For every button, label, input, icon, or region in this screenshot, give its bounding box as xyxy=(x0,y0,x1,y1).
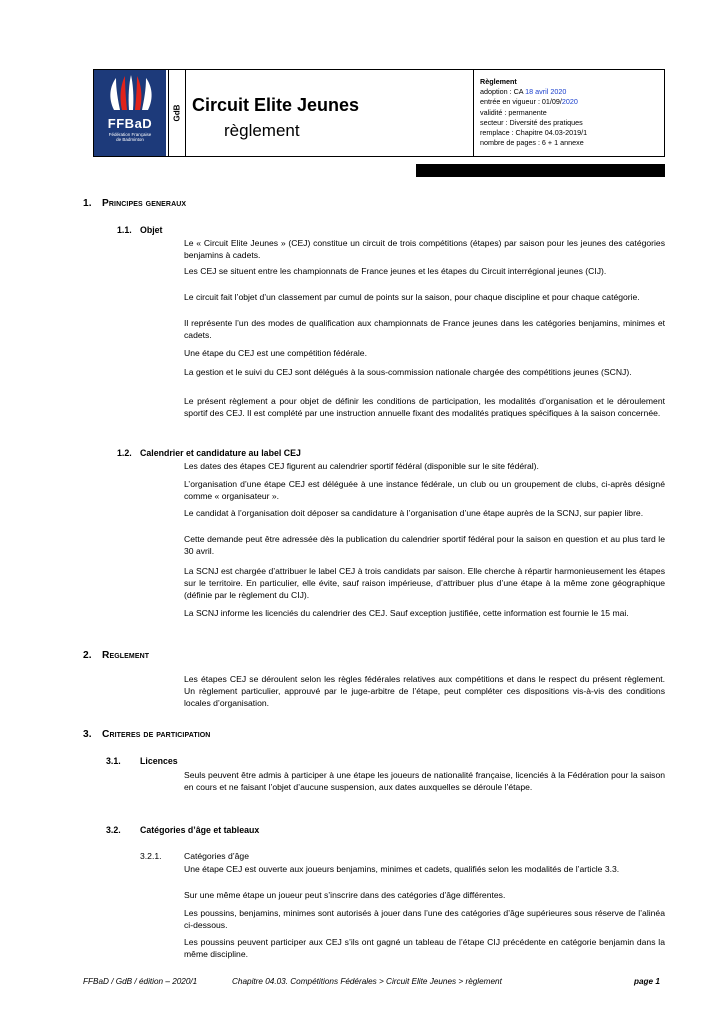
paragraph: Seuls peuvent être admis à participer à une étape les joueurs de nationalité française, licenciés à la Fédération pour la saison en cours et ne faisant l’objet d’aucune suspension, aux dates auxquelles se déroule l’étape. xyxy=(184,770,665,792)
section-2-number: 2. xyxy=(83,650,92,661)
section-3-2-1-title: Catégories d’âge xyxy=(184,851,249,861)
logo-text: FFBaD xyxy=(107,116,153,131)
document-subtitle: règlement xyxy=(224,121,300,140)
section-3-1-number: 3.1. xyxy=(106,756,121,766)
section-1-2-title: Calendrier et candidature au label CEJ xyxy=(140,448,301,458)
section-3-number: 3. xyxy=(83,729,92,740)
page-number: page 1 xyxy=(634,977,660,986)
shuttlecock-feathers-icon xyxy=(94,70,166,156)
paragraph: Les étapes CEJ se déroulent selon les règles fédérales relatives aux compétitions et dans le respect du présent règlement. Un règlement particulier, approuvé par le juge-arbitre de l’étape, peut compléter ces dispositions vis-à-vis des conditions locales d’organisation. xyxy=(184,674,665,708)
paragraph: Les poussins, benjamins, minimes sont autorisés à jouer dans l’une des catégories d’âge supérieures sous réserve de l’alinéa ci-dessous. xyxy=(184,908,665,930)
section-1-number: 1. xyxy=(83,198,92,209)
meta-replaces: remplace : Chapitre 04.03-2019/1 xyxy=(480,128,588,138)
footer-center: Chapitre 04.03. Compétitions Fédérales > Circuit Elite Jeunes > règlement xyxy=(232,977,502,986)
meta-validity: validité : permanente xyxy=(480,107,547,117)
paragraph: Les poussins peuvent participer aux CEJ s’ils ont gagné un tableau de l’étape CIJ précédente en catégorie benjamin dans la même discipline. xyxy=(184,937,665,959)
gdb-label-box xyxy=(168,70,186,156)
paragraph: La SCNJ informe les licenciés du calendrier des CEJ. Sauf exception justifiée, cette information est fournie le 15 mai. xyxy=(184,608,629,618)
section-3-2-number: 3.2. xyxy=(106,825,121,835)
section-1-title: Principes generaux xyxy=(102,198,187,209)
meta-pages: nombre de pages : 6 + 1 annexe xyxy=(480,138,584,148)
footer-left: FFBaD / GdB / édition – 2020/1 xyxy=(83,977,198,986)
document-metadata xyxy=(474,69,665,157)
paragraph: Le candidat à l’organisation doit déposer sa candidature à l’organisation d’une étape auprès de la SCNJ, sur papier libre. xyxy=(184,508,644,518)
document-title: Circuit Elite Jeunes xyxy=(192,95,360,115)
paragraph: Cette demande peut être adressée dès la publication du calendrier sportif fédéral pour la saison en question et au plus tard le 30 avril. xyxy=(184,534,665,556)
header-title-block xyxy=(93,69,474,157)
paragraph: Les dates des étapes CEJ figurent au calendrier sportif fédéral (disponible sur le site fédéral). xyxy=(184,461,539,471)
section-3-2-1-number: 3.2.1. xyxy=(140,851,162,861)
meta-adoption-date: 18 avril 2020 xyxy=(525,87,567,97)
gdb-label: GdB xyxy=(172,104,182,122)
paragraph: La gestion et le suivi du CEJ sont délégués à la sous-commission nationale chargée des compétitions jeunes (SCNJ). xyxy=(184,367,632,377)
ffbad-logo xyxy=(94,70,166,156)
paragraph: Une étape du CEJ est une compétition fédérale. xyxy=(184,348,367,358)
meta-adoption: adoption : CA 18 avril 2020 xyxy=(480,87,567,97)
section-3-1-title: Licences xyxy=(140,756,178,766)
paragraph: Sur une même étape un joueur peut s’inscrire dans des catégories d’âge différentes. xyxy=(184,890,506,900)
meta-entry-year: 2020 xyxy=(561,97,578,107)
header-black-bar xyxy=(416,164,665,177)
meta-sector: secteur : Diversité des pratiques xyxy=(480,117,583,127)
section-1-1-number: 1.1. xyxy=(117,225,132,235)
section-1-2-number: 1.2. xyxy=(117,448,132,458)
section-1-1-title: Objet xyxy=(140,225,163,235)
paragraph: Le présent règlement a pour objet de définir les conditions de participation, les modalités d’organisation et le déroulement sportif des CEJ. Il est complété par une instruction annuelle fixant des modalités pratiques spécifiques à la saison concernée. xyxy=(184,396,665,418)
paragraph: Les CEJ se situent entre les championnats de France jeunes et les étapes du Circuit interrégional jeunes (CIJ). xyxy=(184,266,607,276)
paragraph: Il représente l’un des modes de qualification aux championnats de France jeunes dans les catégories benjamins, minimes et cadets. xyxy=(184,318,665,340)
paragraph: Une étape CEJ est ouverte aux joueurs benjamins, minimes et cadets, qualifiés selon les modalités de l’article 3.3. xyxy=(184,864,620,874)
logo-subtext: Fédération Française de Badminton xyxy=(108,132,152,142)
section-2-title: Reglement xyxy=(102,650,150,661)
paragraph: Le circuit fait l’objet d’un classement par cumul de points sur la saison, pour chaque discipline et pour chaque catégorie. xyxy=(184,292,640,302)
section-3-title: Criteres de participation xyxy=(102,729,211,740)
meta-type: Règlement xyxy=(480,77,517,86)
paragraph: Le « Circuit Elite Jeunes » (CEJ) constitue un circuit de trois compétitions (étapes) par saison pour les jeunes des catégories benjamins à cadets. xyxy=(184,238,665,260)
paragraph: La SCNJ est chargée d’attribuer le label CEJ à trois candidats par saison. Elle cherche à répartir harmonieusement les étapes sur le territoire. En particulier, elle évite, sauf raison impérieuse, d’attribuer plus d’une étape à la même zone géographique (définie par le règlement du CIJ). xyxy=(184,566,665,600)
meta-entry: entrée en vigueur : 01/09/2020 xyxy=(480,97,578,107)
section-3-2-title: Catégories d’âge et tableaux xyxy=(140,825,260,835)
paragraph: L’organisation d’une étape CEJ est déléguée à une instance fédérale, un club ou un groupement de clubs, ci-après désigné comme « organisateur ». xyxy=(184,479,665,501)
